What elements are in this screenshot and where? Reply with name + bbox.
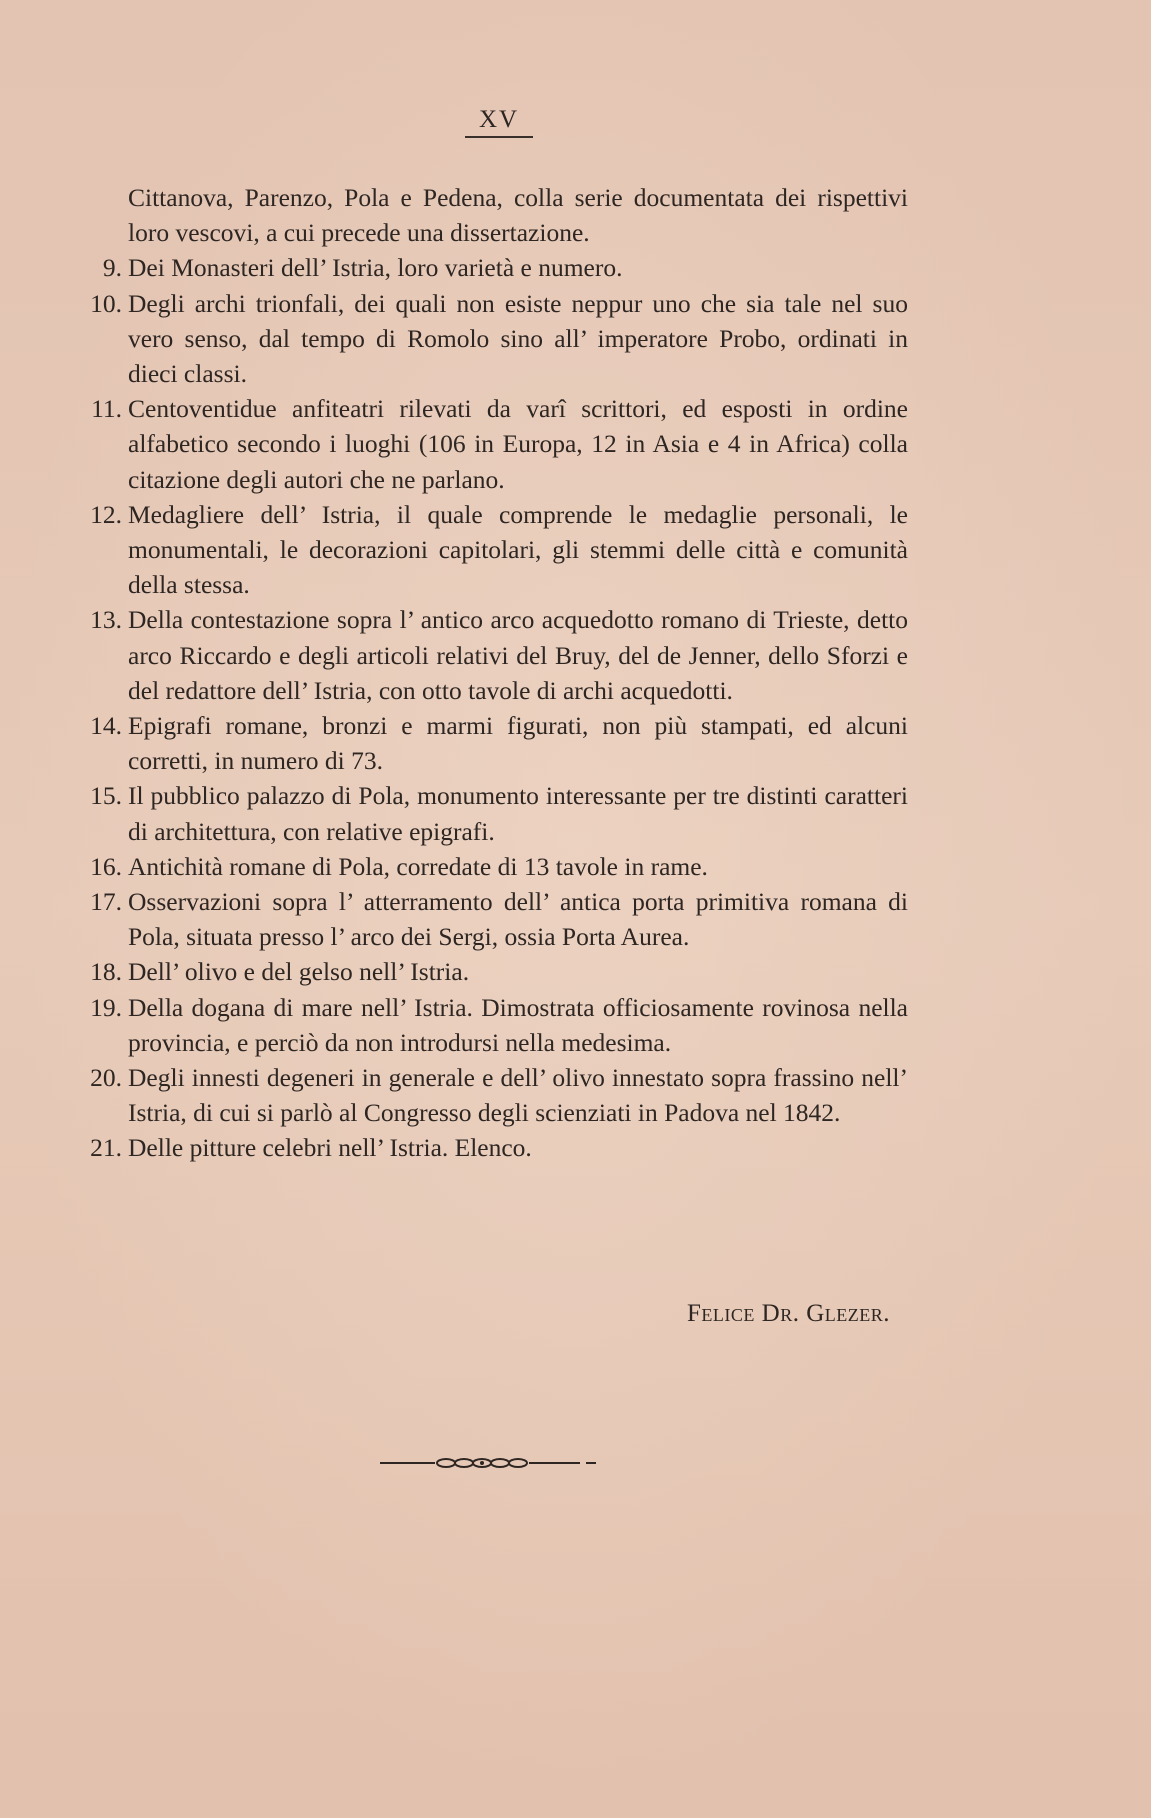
- item-text: Degli archi trionfali, dei quali non esiste neppur uno che sia tale nel suo vero senso, dal tempo di Romolo sino all’ imperatore Probo, ordinati in dieci classi.: [128, 288, 908, 389]
- item-number: 17.: [90, 887, 122, 917]
- list-item: [68, 286, 908, 392]
- list-item: [68, 990, 908, 1060]
- list-item: [68, 1060, 908, 1130]
- item-number: 19.: [90, 992, 122, 1022]
- item-number: 20.: [90, 1063, 122, 1093]
- item-text: Antichità romane di Pola, corredate di 13 tavole in rame.: [128, 851, 708, 881]
- item-text: Delle pitture celebri nell’ Istria. Elenco.: [128, 1133, 532, 1163]
- item-text: Dei Monasteri dell’ Istria, loro varietà e numero.: [128, 253, 623, 283]
- item-number: 18.: [90, 957, 122, 987]
- item-number: 16.: [90, 851, 122, 881]
- item-text: Epigrafi romane, bronzi e marmi figurati, non più stampati, ed alcuni corretti, in numero di 73.: [128, 711, 908, 776]
- item-number: 12.: [90, 499, 122, 529]
- item-number: 21.: [90, 1133, 122, 1163]
- page-number: XV: [465, 106, 533, 138]
- list-item: [68, 849, 908, 884]
- item-text: Degli innesti degeneri in generale e dell’ olivo innestato sopra frassino nell’ Istria, di cui si parlò al Congresso degli scienziati in Padova nel 1842.: [128, 1063, 908, 1128]
- item-number: 13.: [90, 605, 122, 635]
- list-item: [68, 884, 908, 954]
- item-number: 11.: [91, 394, 122, 424]
- item-text: Dell’ olivo e del gelso nell’ Istria.: [128, 957, 470, 987]
- list-item: [68, 250, 908, 285]
- ornament-divider-icon: [380, 1455, 600, 1471]
- bibliography-list: [68, 180, 908, 1166]
- item-number: 9.: [102, 253, 122, 283]
- list-item: [68, 602, 908, 708]
- item-text: Della dogana di mare nell’ Istria. Dimostrata officiosamente rovinosa nella provincia, e perciò da non introdursi nella medesima.: [128, 992, 908, 1057]
- item-number: 10.: [90, 288, 122, 318]
- item-text: Osservazioni sopra l’ atterramento dell’ antica porta primitiva romana di Pola, situata presso l’ arco dei Sergi, ossia Porta Aurea.: [128, 887, 908, 952]
- list-item: [68, 954, 908, 989]
- list-item: [68, 778, 908, 848]
- continuation-paragraph: Cittanova, Parenzo, Pola e Pedena, colla serie documentata dei rispettivi loro vescovi, a cui precede una dissertazione.: [128, 183, 908, 248]
- list-item: [68, 391, 908, 497]
- signature: Felice Dr. Glezer.: [687, 1300, 890, 1327]
- item-number: 15.: [90, 781, 122, 811]
- item-text: Della contestazione sopra l’ antico arco acquedotto romano di Trieste, detto arco Riccardo e degli articoli relativi del Bruy, del de Jenner, dello Sforzi e del redattore dell’ Istria, con otto tavole di archi acquedotti.: [128, 605, 908, 705]
- item-text: Medagliere dell’ Istria, il quale comprende le medaglie personali, le monumentali, le decorazioni capitolari, gli stemmi delle città e comunità della stessa.: [128, 499, 908, 600]
- item-text: Il pubblico palazzo di Pola, monumento interessante per tre distinti caratteri di architettura, con relative epigrafi.: [128, 781, 908, 846]
- item-text: Centoventidue anfiteatri rilevati da varî scrittori, ed esposti in ordine alfabetico secondo i luoghi (106 in Europa, 12 in Asia e 4 in Africa) colla citazione degli autori che ne parlano.: [128, 394, 908, 494]
- item-number: 14.: [90, 711, 122, 741]
- list-item: [68, 1130, 908, 1165]
- list-item: [68, 497, 908, 603]
- list-item: [68, 708, 908, 778]
